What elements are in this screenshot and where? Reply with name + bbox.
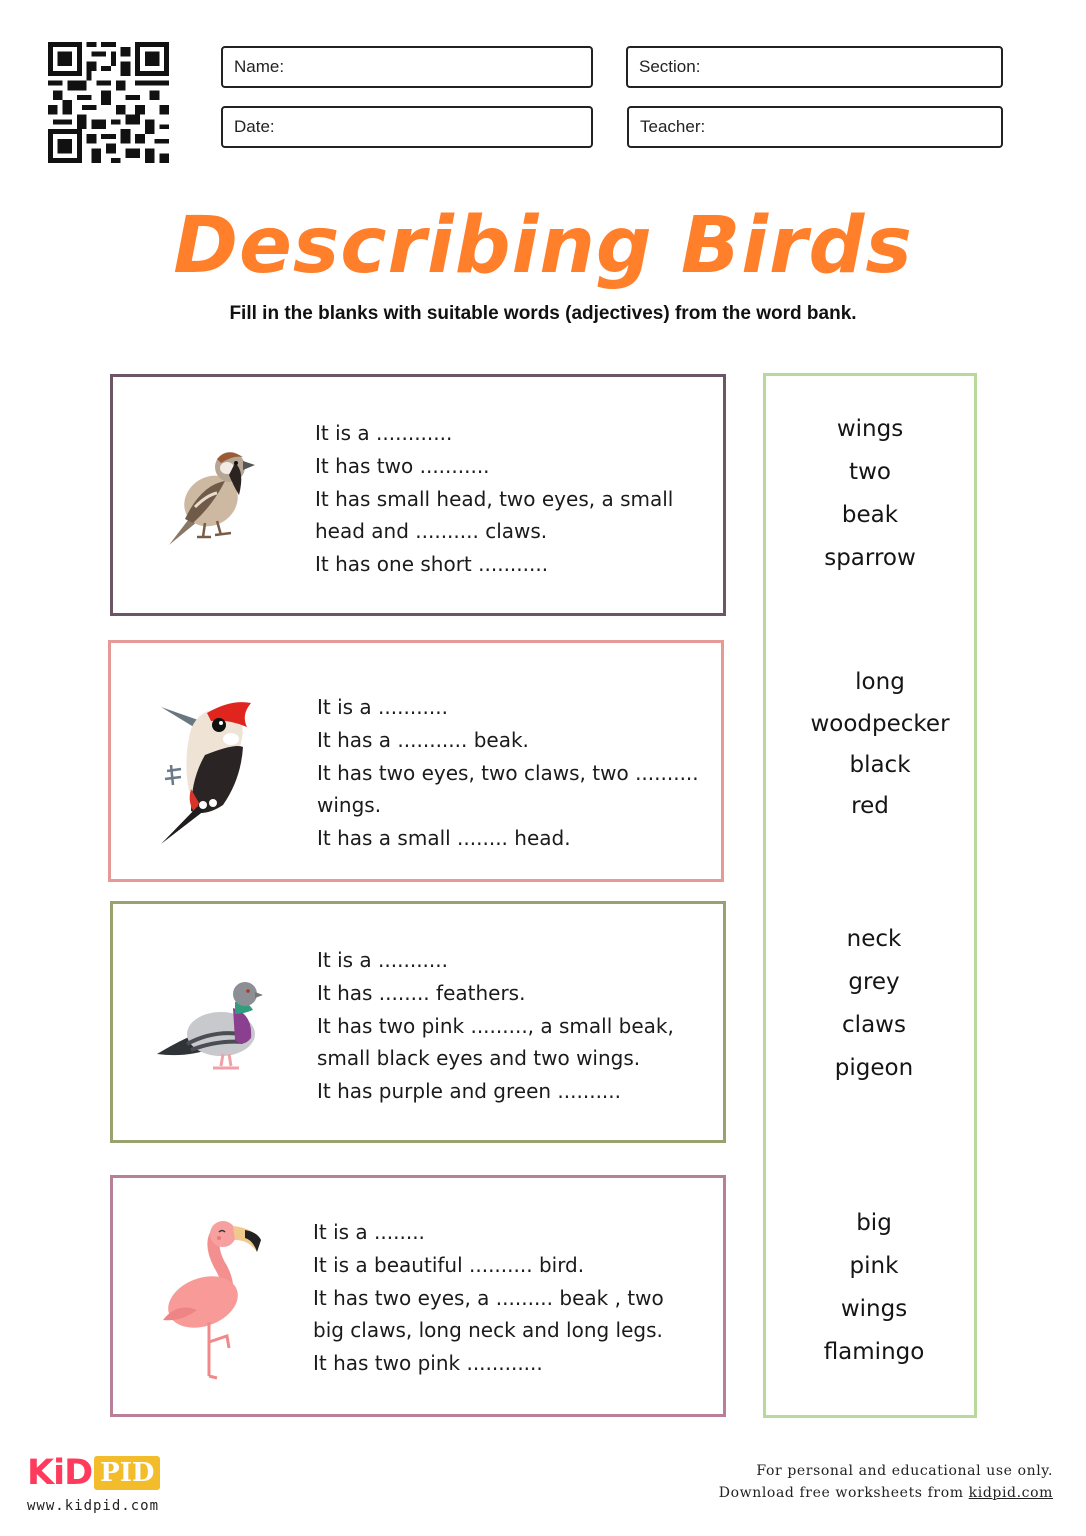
word: flamingo: [823, 1339, 925, 1365]
word: wings: [840, 1296, 908, 1322]
question-card-woodpecker: [108, 640, 724, 882]
word: big: [856, 1210, 892, 1236]
sentence: It has two ...........: [315, 453, 490, 478]
word: long: [855, 669, 905, 695]
word: woodpecker: [810, 711, 950, 737]
sentence: It has two pink ........., a small beak,: [317, 1013, 674, 1038]
sentence: It has two pink ............: [313, 1351, 543, 1376]
instructions: Fill in the blanks with suitable words (adjectives) from the word bank.: [229, 303, 857, 324]
sentence: It has small head, two eyes, a small: [315, 486, 674, 511]
usage-note: For personal and educational use only.: [756, 1463, 1053, 1479]
pigeon-illustration-icon: [157, 978, 267, 1074]
sentence: It is a ...........: [317, 695, 448, 719]
word-group-sparrow: [766, 408, 974, 580]
word: sparrow: [824, 545, 916, 571]
sentence: It has ........ feathers.: [317, 980, 526, 1005]
sentence: wings.: [317, 793, 382, 818]
question-card-sparrow: [110, 374, 726, 616]
word: pink: [849, 1253, 899, 1279]
kidpid-logo[interactable]: [27, 1453, 160, 1493]
name-label: Name:: [234, 57, 285, 76]
sentence: It is a ............: [315, 421, 453, 445]
sentence: It is a beautiful .......... bird.: [313, 1252, 585, 1277]
card-text: [313, 1216, 713, 1380]
sentence: head and .......... claws.: [315, 519, 548, 544]
qr-code-icon: [48, 42, 169, 163]
card-text: [317, 944, 717, 1108]
word-group-pigeon: [770, 918, 978, 1090]
sentence: It has one short ...........: [315, 552, 549, 577]
word: claws: [842, 1012, 906, 1038]
word: beak: [841, 502, 899, 528]
flamingo-illustration-icon: [157, 1218, 267, 1380]
word: red: [851, 793, 889, 819]
sentence: It has two eyes, a ......... beak , two: [313, 1285, 664, 1310]
sentence: big claws, long neck and long legs.: [313, 1318, 663, 1343]
download-note: [719, 1482, 1053, 1504]
section-label: Section:: [639, 57, 701, 76]
sentence: It is a ...........: [317, 948, 448, 972]
word: wings: [836, 416, 904, 442]
logo-pid-text: PID: [94, 1456, 160, 1490]
sparrow-illustration-icon: [155, 441, 255, 551]
word: grey: [848, 969, 900, 995]
word: pigeon: [834, 1055, 914, 1081]
name-field[interactable]: [221, 46, 593, 88]
date-field[interactable]: [221, 106, 593, 148]
sentence: It has a small ........ head.: [317, 826, 571, 851]
card-text: [317, 691, 717, 855]
word-group-woodpecker: [776, 661, 984, 827]
question-card-flamingo: [110, 1175, 726, 1417]
teacher-label: Teacher:: [640, 117, 706, 136]
word: two: [849, 459, 891, 485]
word-group-flamingo: [770, 1202, 978, 1374]
card-text: [315, 417, 715, 581]
kidpid-link[interactable]: kidpid.com: [968, 1485, 1053, 1501]
word: neck: [846, 926, 902, 952]
teacher-field[interactable]: [627, 106, 1003, 148]
page-title: Describing Birds: [173, 201, 913, 291]
woodpecker-illustration-icon: [161, 699, 261, 844]
sentence: It is a ........: [313, 1220, 425, 1244]
logo-kid-text: KiD: [27, 1453, 93, 1493]
question-card-pigeon: [110, 901, 726, 1143]
sentence: It has purple and green ..........: [317, 1079, 621, 1104]
word-bank: [763, 373, 977, 1418]
sentence: It has a ........... beak.: [317, 727, 529, 752]
sentence: It has two eyes, two claws, two ..........: [317, 760, 699, 785]
logo-url[interactable]: www.kidpid.com: [27, 1498, 160, 1514]
word: black: [849, 752, 911, 778]
section-field[interactable]: [626, 46, 1003, 88]
footer-note: [719, 1460, 1053, 1504]
date-label: Date:: [234, 117, 275, 136]
download-prefix: Download free worksheets from: [718, 1485, 969, 1501]
sentence: small black eyes and two wings.: [317, 1046, 641, 1071]
